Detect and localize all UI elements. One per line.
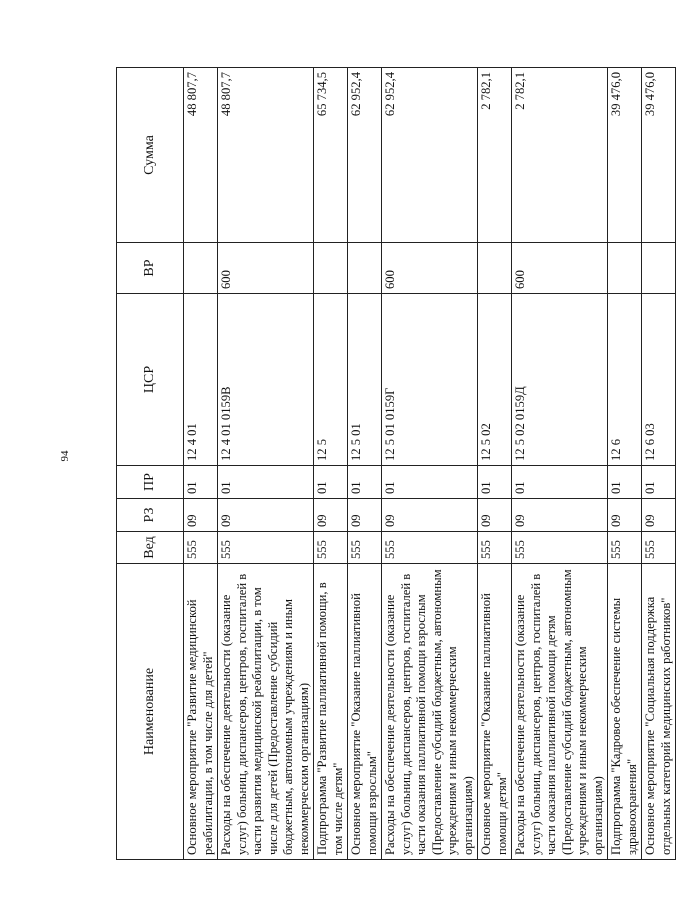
row-pr: 01: [642, 466, 676, 499]
row-vr: [348, 243, 382, 294]
table-row: [478, 68, 512, 860]
budget-table: [116, 67, 676, 860]
row-ved: 555: [382, 532, 478, 564]
row-rz: 09: [608, 499, 642, 532]
row-vr: [314, 243, 348, 294]
row-name: Основное мероприятие "Развитие медицинской реабилитации, в том числе для детей": [184, 564, 218, 860]
row-vr: 600: [382, 243, 478, 294]
row-ved: 555: [608, 532, 642, 564]
row-sum: 48 807,7: [184, 68, 218, 243]
table-row: [184, 68, 218, 860]
page-number: 94: [59, 450, 71, 462]
row-rz: 09: [512, 499, 608, 532]
row-csr: 12 4 01: [184, 294, 218, 466]
row-pr: 01: [348, 466, 382, 499]
column-header-pr: ПР: [117, 466, 184, 499]
row-ved: 555: [348, 532, 382, 564]
row-pr: 01: [218, 466, 314, 499]
row-csr: 12 5: [314, 294, 348, 466]
row-sum: 48 807,7: [218, 68, 314, 243]
row-csr: 12 6: [608, 294, 642, 466]
row-rz: 09: [314, 499, 348, 532]
column-header-rz: РЗ: [117, 499, 184, 532]
row-ved: 555: [314, 532, 348, 564]
table-row: [348, 68, 382, 860]
row-vr: [184, 243, 218, 294]
row-csr: 12 5 02: [478, 294, 512, 466]
row-rz: 09: [642, 499, 676, 532]
row-ved: 555: [218, 532, 314, 564]
row-rz: 09: [348, 499, 382, 532]
row-sum: 2 782,1: [512, 68, 608, 243]
column-header-csr: ЦСР: [117, 294, 184, 466]
column-header-vr: ВР: [117, 243, 184, 294]
row-rz: 09: [382, 499, 478, 532]
row-ved: 555: [642, 532, 676, 564]
row-pr: 01: [478, 466, 512, 499]
row-name: Расходы на обеспечение деятельности (оказание услуг) больниц, диспансеров, центров, госпиталей в части оказания паллиативной помощи взрослым (Предоставление субсидий бюджетным, автономным учреждениям и иным некоммерческим организациям): [382, 564, 478, 860]
row-vr: [608, 243, 642, 294]
column-header-sum: Сумма: [117, 68, 184, 243]
table-header-row: [117, 68, 184, 860]
row-name: Подпрограмма "Кадровое обеспечение системы здравоохранения": [608, 564, 642, 860]
row-sum: 62 952,4: [348, 68, 382, 243]
row-name: Расходы на обеспечение деятельности (оказание услуг) больниц, диспансеров, центров, госпиталей в части развития медицинской реабилитации, в том числе для детей (Предоставление субсидий бюджетным, автономным учреждениям и иным некоммерческим организациям): [218, 564, 314, 860]
row-ved: 555: [512, 532, 608, 564]
row-vr: 600: [512, 243, 608, 294]
table-row: [642, 68, 676, 860]
table-row: [382, 68, 478, 860]
row-pr: 01: [314, 466, 348, 499]
row-vr: [478, 243, 512, 294]
rotated-page-content: [116, 68, 673, 860]
row-name: Основное мероприятие "Оказание паллиативной помощи взрослым": [348, 564, 382, 860]
table-row: [512, 68, 608, 860]
row-pr: 01: [184, 466, 218, 499]
row-name: Основное мероприятие "Оказание паллиативной помощи детям": [478, 564, 512, 860]
row-name: Основное мероприятие "Социальная поддержка отдельных категорий медицинских работников": [642, 564, 676, 860]
column-header-ved: Вед: [117, 532, 184, 564]
row-vr: 600: [218, 243, 314, 294]
row-rz: 09: [184, 499, 218, 532]
row-csr: 12 5 02 0159Д: [512, 294, 608, 466]
row-csr: 12 5 01: [348, 294, 382, 466]
row-rz: 09: [218, 499, 314, 532]
row-sum: 2 782,1: [478, 68, 512, 243]
row-vr: [642, 243, 676, 294]
row-ved: 555: [478, 532, 512, 564]
row-pr: 01: [512, 466, 608, 499]
row-name: Подпрограмма "Развитие паллиативной помощи, в том числе детям": [314, 564, 348, 860]
row-name: Расходы на обеспечение деятельности (оказание услуг) больниц, диспансеров, центров, госпиталей в части оказания паллиативной помощи детям (Предоставление субсидий бюджетным, автономным учреждениям и иным некоммерческим организациям): [512, 564, 608, 860]
column-header-name: Наименование: [117, 564, 184, 860]
row-csr: 12 5 01 0159Г: [382, 294, 478, 466]
row-sum: 62 952,4: [382, 68, 478, 243]
row-rz: 09: [478, 499, 512, 532]
row-ved: 555: [184, 532, 218, 564]
row-csr: 12 4 01 0159В: [218, 294, 314, 466]
row-csr: 12 6 03: [642, 294, 676, 466]
row-sum: 39 476,0: [642, 68, 676, 243]
row-pr: 01: [382, 466, 478, 499]
table-row: [314, 68, 348, 860]
table-row: [218, 68, 314, 860]
row-sum: 39 476,0: [608, 68, 642, 243]
row-pr: 01: [608, 466, 642, 499]
row-sum: 65 734,5: [314, 68, 348, 243]
table-row: [608, 68, 642, 860]
